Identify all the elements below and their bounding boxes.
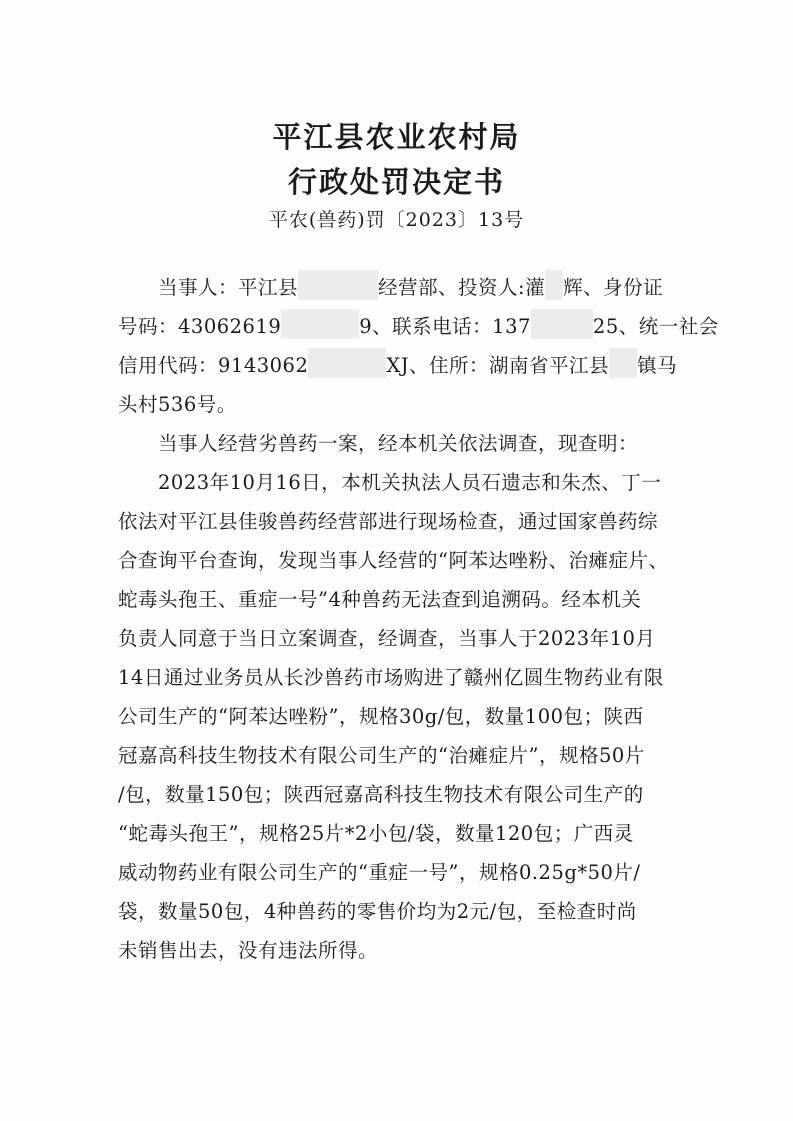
findings-line: 未销售出去，没有违法所得。 xyxy=(118,939,379,962)
findings-line: 14日通过业务员从长沙兽药市场购进了赣州亿圆生物药业有限 xyxy=(118,666,664,689)
text-segment: 25、统一社会 xyxy=(592,315,719,338)
redaction-block xyxy=(531,309,593,339)
issuing-authority: 平江县农业农村局 xyxy=(272,120,521,154)
text-segment: 9、联系电话：137 xyxy=(359,315,531,338)
findings-line: 依法对平江县佳骏兽药经营部进行现场检查，通过国家兽药综 xyxy=(118,510,659,533)
party-line-3 xyxy=(118,346,718,385)
text-segment: 经营部、投资人:灌 xyxy=(378,276,546,299)
text-segment: 镇马 xyxy=(637,354,678,377)
redaction-block xyxy=(308,348,386,378)
text-segment: 当事人：平江县 xyxy=(158,276,299,299)
findings-line: 合查询平台查询，发现当事人经营的“阿苯达唑粉、治瘫症片、 xyxy=(118,549,669,572)
findings-line: 2023年10月16日，本机关执法人员石遗志和朱杰、丁一 xyxy=(158,471,662,494)
findings-line: 负责人同意于当日立案调查，经调查，当事人于2023年10月 xyxy=(118,627,656,650)
findings-line: “蛇毒头孢王”，规格25片*2小包/袋，数量120包；广西灵 xyxy=(118,822,634,845)
findings-line: 威动物药业有限公司生产的“重症一号”，规格0.25g*50片/ xyxy=(118,861,641,884)
findings-line: 袋，数量50包，4种兽药的零售价均为2元/包，至检查时尚 xyxy=(118,900,637,923)
document-title: 行政处罚决定书 xyxy=(287,165,505,199)
party-line-4: 头村536号。 xyxy=(118,393,237,416)
redaction-block xyxy=(298,270,378,300)
document-number: 平农(兽药)罚〔2023〕13号 xyxy=(268,209,525,231)
findings-line: 冠嘉高科技生物技术有限公司生产的“治瘫症片”，规格50片 xyxy=(118,744,645,767)
findings-line: /包，数量150包；陕西冠嘉高科技生物技术有限公司生产的 xyxy=(118,783,644,806)
text-segment: 号码：43062619 xyxy=(118,315,282,338)
case-intro: 当事人经营劣兽药一案，经本机关依法调查，现查明： xyxy=(158,432,639,455)
findings-line: 公司生产的“阿苯达唑粉”，规格30g/包，数量100包；陕西 xyxy=(118,705,644,728)
party-line-1 xyxy=(118,268,718,307)
redaction-block xyxy=(545,270,563,300)
document-body xyxy=(118,268,718,970)
text-segment: 辉、身份证 xyxy=(563,276,664,299)
redaction-block xyxy=(609,348,637,378)
text-segment: 信用代码：9143062 xyxy=(118,354,309,377)
party-line-2 xyxy=(118,307,718,346)
redaction-block xyxy=(281,309,359,339)
text-segment: XJ、住所：湖南省平江县 xyxy=(386,354,610,377)
findings-line: 蛇毒头孢王、重症一号”4种兽药无法查到追溯码。经本机关 xyxy=(118,588,642,611)
